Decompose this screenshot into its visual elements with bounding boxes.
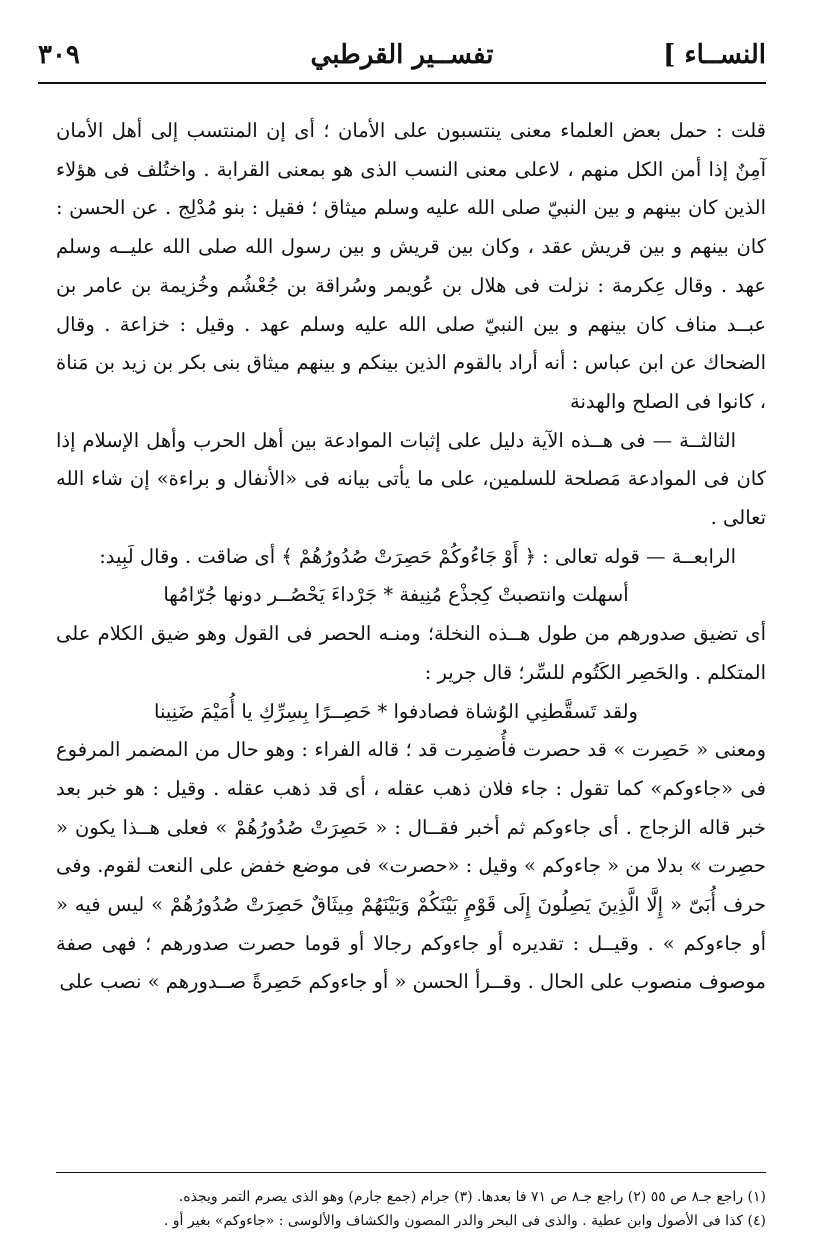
book-title: تفســير القرطبي bbox=[310, 40, 494, 70]
footnote-line: (٤) كذا فى الأصول وابن عطية . والذى فى البحر والدر المصون والكشاف والألوسى : «جاءوكم» بغير أو . bbox=[163, 1213, 766, 1229]
paragraph: قلت : حمل بعض العلماء معنى ينتسبون على الأمان ؛ أى إن المنتسب إلى أهل الأمان آمِنٌ إذا أمن الكل منهم ، لاعلى معنى النسب الذى هو بمعنى القرابة . واختُلف فى هؤلاء الذين كان بينهم و بين النبيّ صلى الله عليه وسلم ميثاق ؛ فقيل : بنو مُدْلِج . عن الحسن : كان بينهم و بين قريش عقد ، وكان بين قريش و بين رسول الله صلى الله عليــه وسلم عهد . وقال عِكرمة : نزلت فى هلال بن عُويمر وسُراقة بن جُعْشُم وخُزيمة بن عامر بن عبــد مناف كان بينهم و بين النبيّ صلى الله عليه وسلم عهد . وقيل : خزاعة . وقال الضحاك عن ابن عباس : أنه أراد بالقوم الذين بينكم و بينهم ميثاق بنى بكر بن زيد بن مَناة ، كانوا فى الصلح والهدنة bbox=[56, 119, 766, 413]
paragraph: الثالثــة — فى هــذه الآية دليل على إثبات الموادعة بين أهل الحرب وأهل الإسلام إذا كان فى الموادعة مَصلحة للسلمين، على ما يأتى بيانه فى «الأنفال و براءة» إن شاء الله تعالى . bbox=[56, 428, 766, 530]
footnotes bbox=[56, 1172, 766, 1233]
main-text bbox=[56, 112, 766, 1002]
poetry-verse: أسهلت وانتصبتْ كِجذْع مُنِيفة * جَرْداءَ يَحْصُــر دونها جُرّامُها bbox=[163, 583, 629, 607]
surah-name: النســاء ] bbox=[663, 40, 766, 70]
page-number: ٣٠٩ bbox=[38, 40, 80, 70]
page-header bbox=[38, 34, 766, 84]
paragraph: الرابعــة — قوله تعالى : ﴿ أَوْ جَاءُوكُمْ حَصِرَتْ صُدُورُهُمْ ﴾ أى ضاقت . وقال لَبِيد: bbox=[99, 544, 736, 568]
paragraph: أى تضيق صدورهم من طول هــذه النخلة؛ ومنـه الحصر فى القول وهو ضيق الكلام على المتكلم . والحَصِر الكَتُوم للسِّر؛ قال جرير : bbox=[56, 622, 766, 684]
paragraph: ومعنى « حَصِرت » قد حصرت فأُضمِرت قد ؛ قاله الفراء : وهو حال من المضمر المرفوع فى «جاءوكم» كما تقول : جاء فلان ذهب عقله ، أى قد ذهب عقله . وقيل : هو خبر بعد خبر قاله الزجاج . أى جاءوكم ثم أخبر فقــال : « حَصِرَتْ صُدُورُهُمْ » فعلى هــذا يكون « حصِرت » بدلا من « جاءوكم » وقيل : «حصرت» فى موضع خفض على النعت لقوم. وفى حرف أُبَىّ « إِلَّا الَّذِينَ يَصِلُونَ إِلَى قَوْمٍ بَيْنَكُمْ وَبَيْنَهُمْ مِيثَاقٌ حَصِرَتْ صُدُورُهُمْ » ليس فيه « أو جاءوكم » . وقيــل : تقديره أو جاءوكم رجالا أو قوما حصرت صدورهم ؛ فهى صفة موصوف منصوب على الحال . وقــرأ الحسن « أو جاءوكم حَصِرةً صــدورهم » نصب على bbox=[56, 738, 766, 994]
footnote-line: (١) راجع جـ٨ ص ٥٥ (٢) راجع جـ٨ ص ٧١ فا بعدها. (٣) جرام (جمع جارم) وهو الذى يصرم التمر ويجذه. bbox=[178, 1189, 766, 1205]
poetry-verse: ولقد تَسقَّطنِي الوُشاة فصادفوا * حَصِــرًا بِسِرِّكِ يا أُمَيْمَ ضَنِينا bbox=[154, 699, 638, 723]
